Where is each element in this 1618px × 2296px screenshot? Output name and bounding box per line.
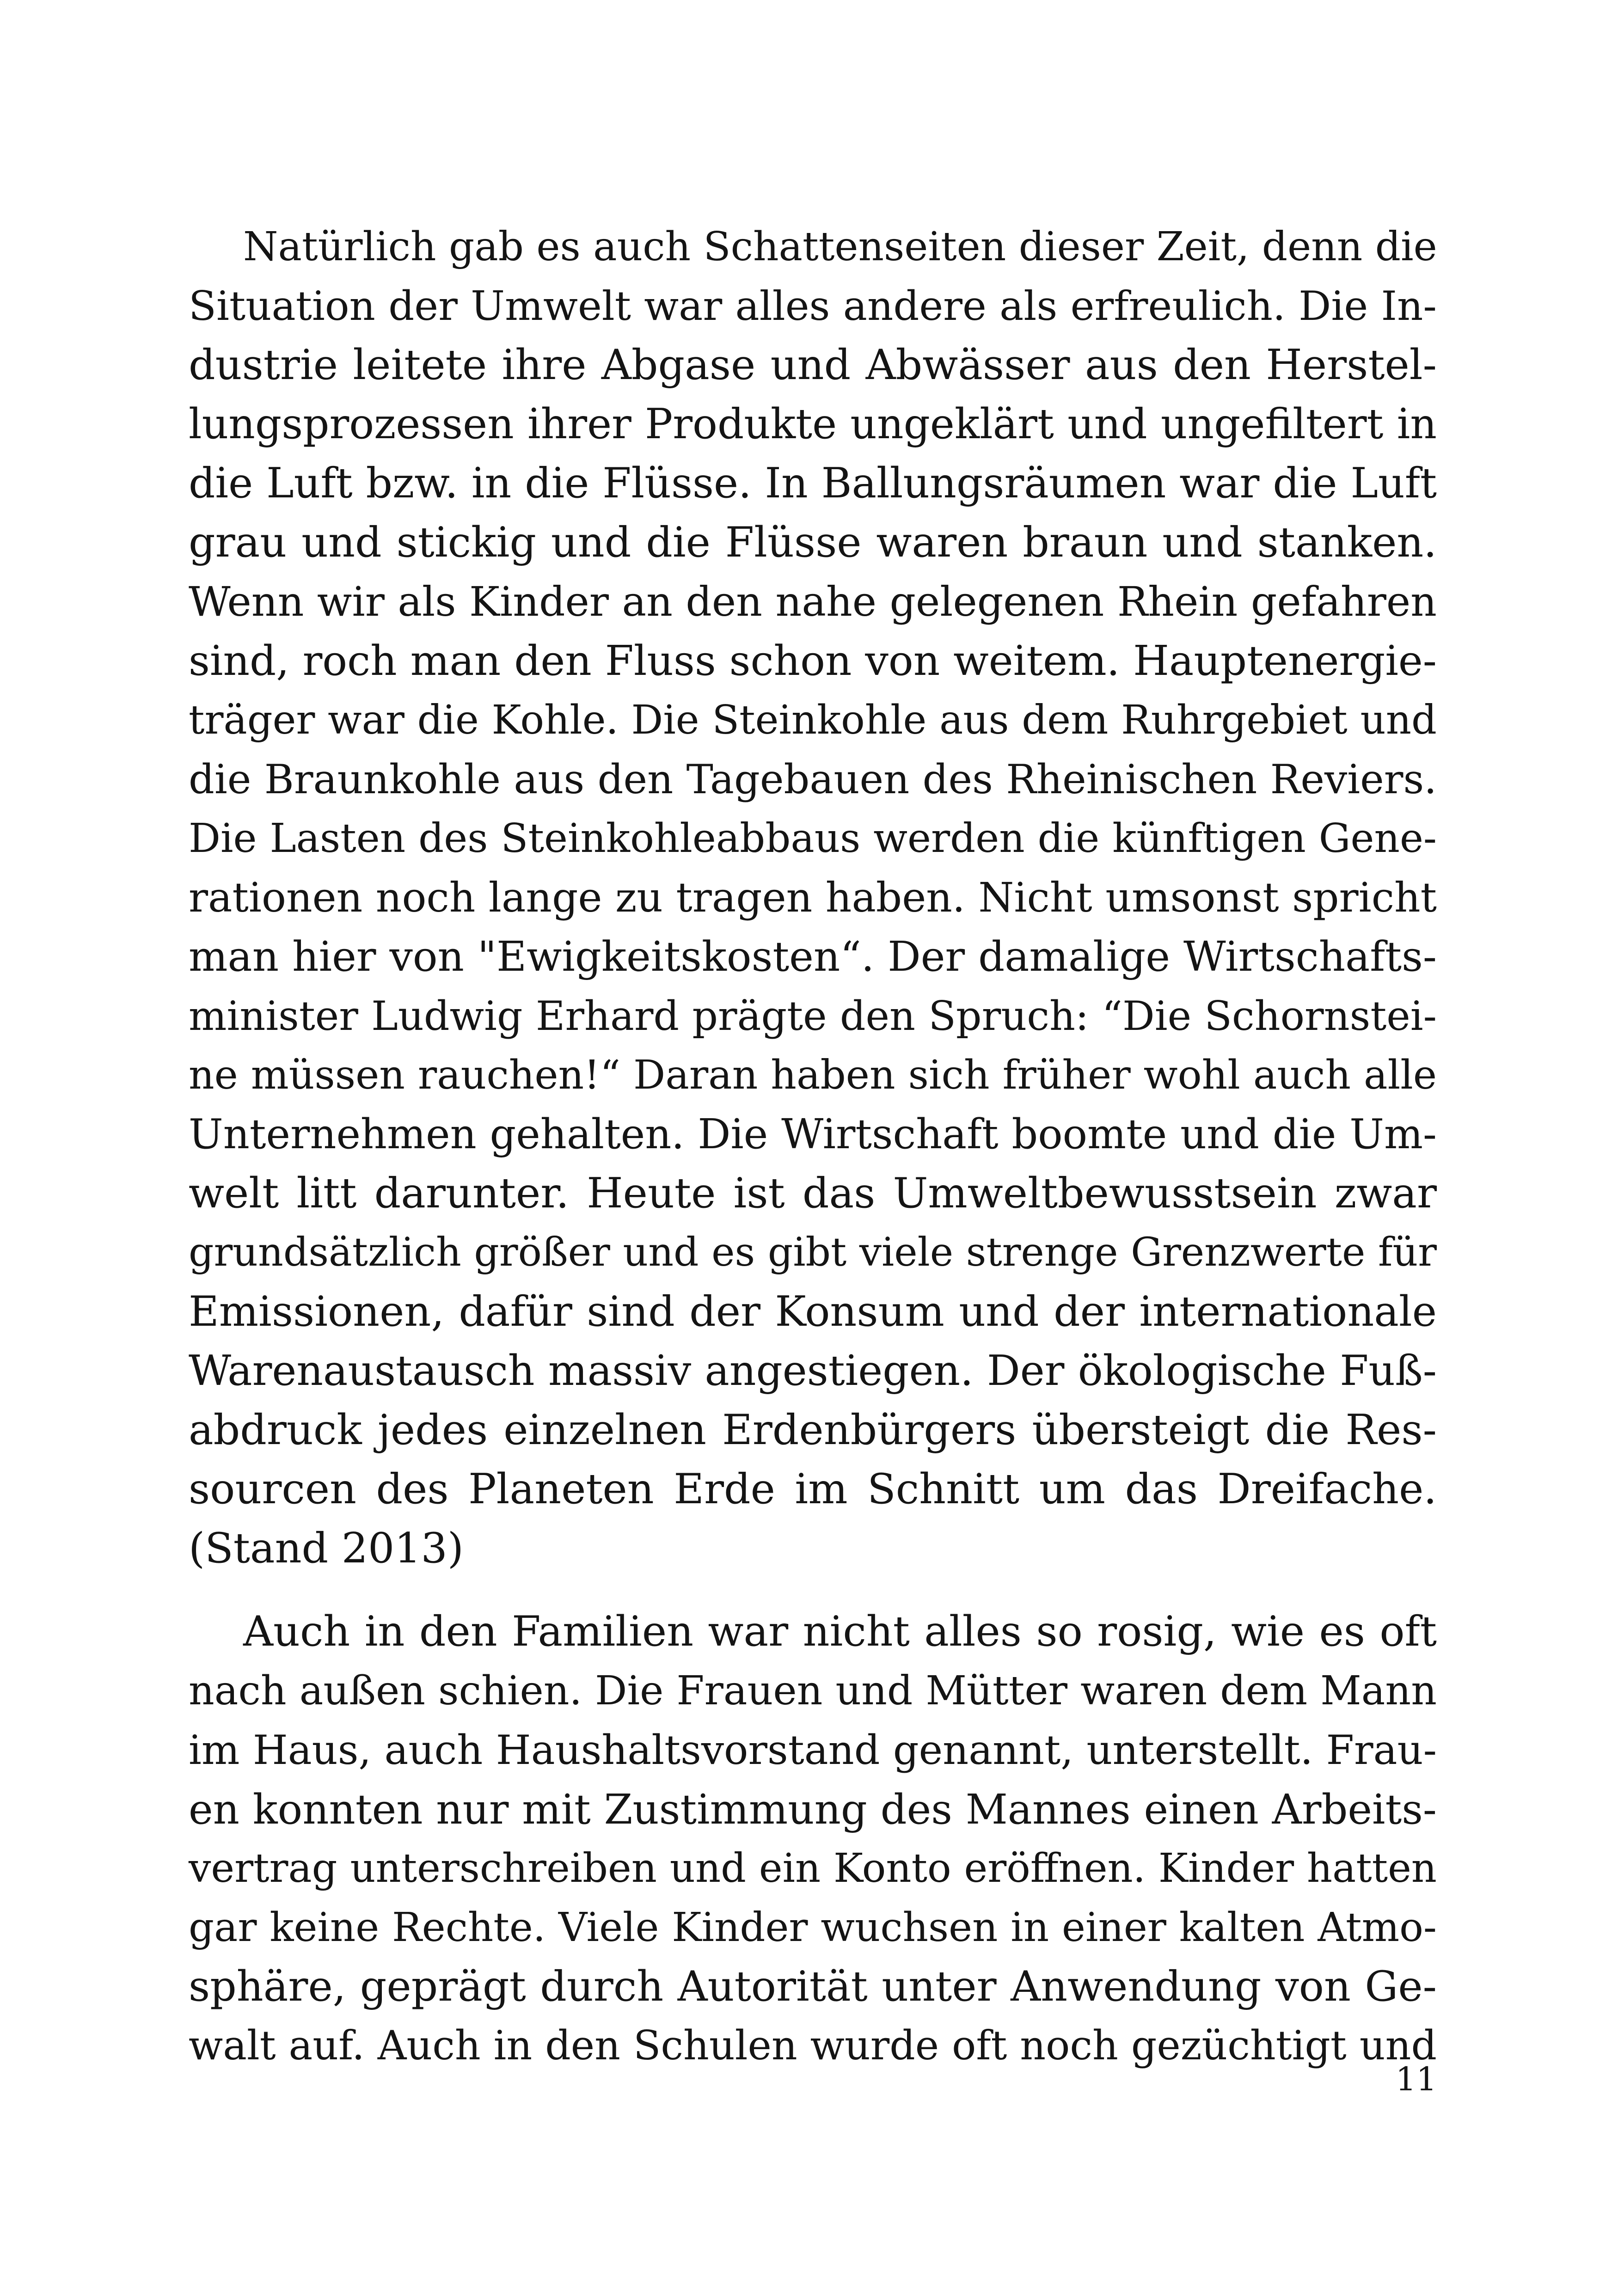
text-line: Emissionen, dafür sind der Konsum und der internationale	[189, 1287, 1437, 1336]
page-number: 11	[1395, 2060, 1437, 2098]
text-line: Warenaustausch massiv angestiegen. Der ökologische Fuß-	[189, 1347, 1437, 1395]
text-line: grau und stickig und die Flüsse waren braun und stanken.	[189, 518, 1437, 567]
text-line: sind, roch man den Fluss schon von weitem. Hauptenergie-	[189, 637, 1437, 685]
text-line: Situation der Umwelt war alles andere als erfreulich. Die In-	[189, 282, 1437, 330]
text-line: gar keine Rechte. Viele Kinder wuchsen in einer kalten Atmo-	[189, 1904, 1437, 1951]
body-text	[189, 217, 1437, 2076]
text-line: sourcen des Planeten Erde im Schnitt um das Dreifache.	[189, 1465, 1437, 1513]
text-line: grundsätzlich größer und es gibt viele strenge Grenzwerte für	[189, 1230, 1437, 1275]
text-line: rationen noch lange zu tragen haben. Nicht umsonst spricht	[189, 874, 1437, 921]
text-line: Auch in den Familien war nicht alles so rosig, wie es oft	[243, 1607, 1437, 1656]
text-line: vertrag unterschreiben und ein Konto eröffnen. Kinder hatten	[189, 1845, 1437, 1892]
text-line: Unternehmen gehalten. Die Wirtschaft boomte und die Um-	[189, 1110, 1437, 1158]
text-line: im Haus, auch Haushaltsvorstand genannt, unterstellt. Frau-	[189, 1727, 1437, 1774]
paragraph-spacer	[189, 1578, 1437, 1602]
text-line: en konnten nur mit Zustimmung des Mannes einen Arbeits-	[189, 1785, 1437, 1833]
paragraph-1	[189, 217, 1437, 1578]
text-line: Die Lasten des Steinkohleabbaus werden die künftigen Gene-	[189, 815, 1437, 862]
text-line: abdruck jedes einzelnen Erdenbürgers übersteigt die Res-	[189, 1406, 1437, 1454]
text-line: nach außen schien. Die Frauen und Mütter waren dem Mann	[189, 1668, 1437, 1714]
text-line: Natürlich gab es auch Schattenseiten dieser Zeit, denn die	[243, 224, 1437, 270]
paragraph-2	[189, 1602, 1437, 2076]
text-line: die Luft bzw. in die Flüsse. In Ballungsräumen war die Luft	[189, 459, 1437, 508]
text-line: man hier von "Ewigkeitskosten“. Der damalige Wirtschafts-	[189, 933, 1437, 981]
text-line: (Stand 2013)	[189, 1524, 464, 1573]
text-line: lungsprozessen ihrer Produkte ungeklärt und ungefiltert in	[189, 400, 1437, 448]
text-line: träger war die Kohle. Die Steinkohle aus dem Ruhrgebiet und	[189, 697, 1437, 743]
text-line: welt litt darunter. Heute ist das Umweltbewusstsein zwar	[189, 1169, 1437, 1218]
text-line: die Braunkohle aus den Tagebauen des Rheinischen Reviers.	[189, 756, 1437, 803]
text-line: ne müssen rauchen!“ Daran haben sich früher wohl auch alle	[189, 1052, 1437, 1098]
text-line: walt auf. Auch in den Schulen wurde oft noch gezüchtigt und	[189, 2022, 1437, 2069]
text-line: minister Ludwig Erhard prägte den Spruch: “Die Schornstei-	[189, 992, 1437, 1040]
text-line: Wenn wir als Kinder an den nahe gelegenen Rhein gefahren	[189, 578, 1437, 625]
text-line: sphäre, geprägt durch Autorität unter Anwendung von Ge-	[189, 1962, 1437, 2011]
text-line: dustrie leitete ihre Abgase und Abwässer aus den Herstel-	[189, 341, 1437, 389]
